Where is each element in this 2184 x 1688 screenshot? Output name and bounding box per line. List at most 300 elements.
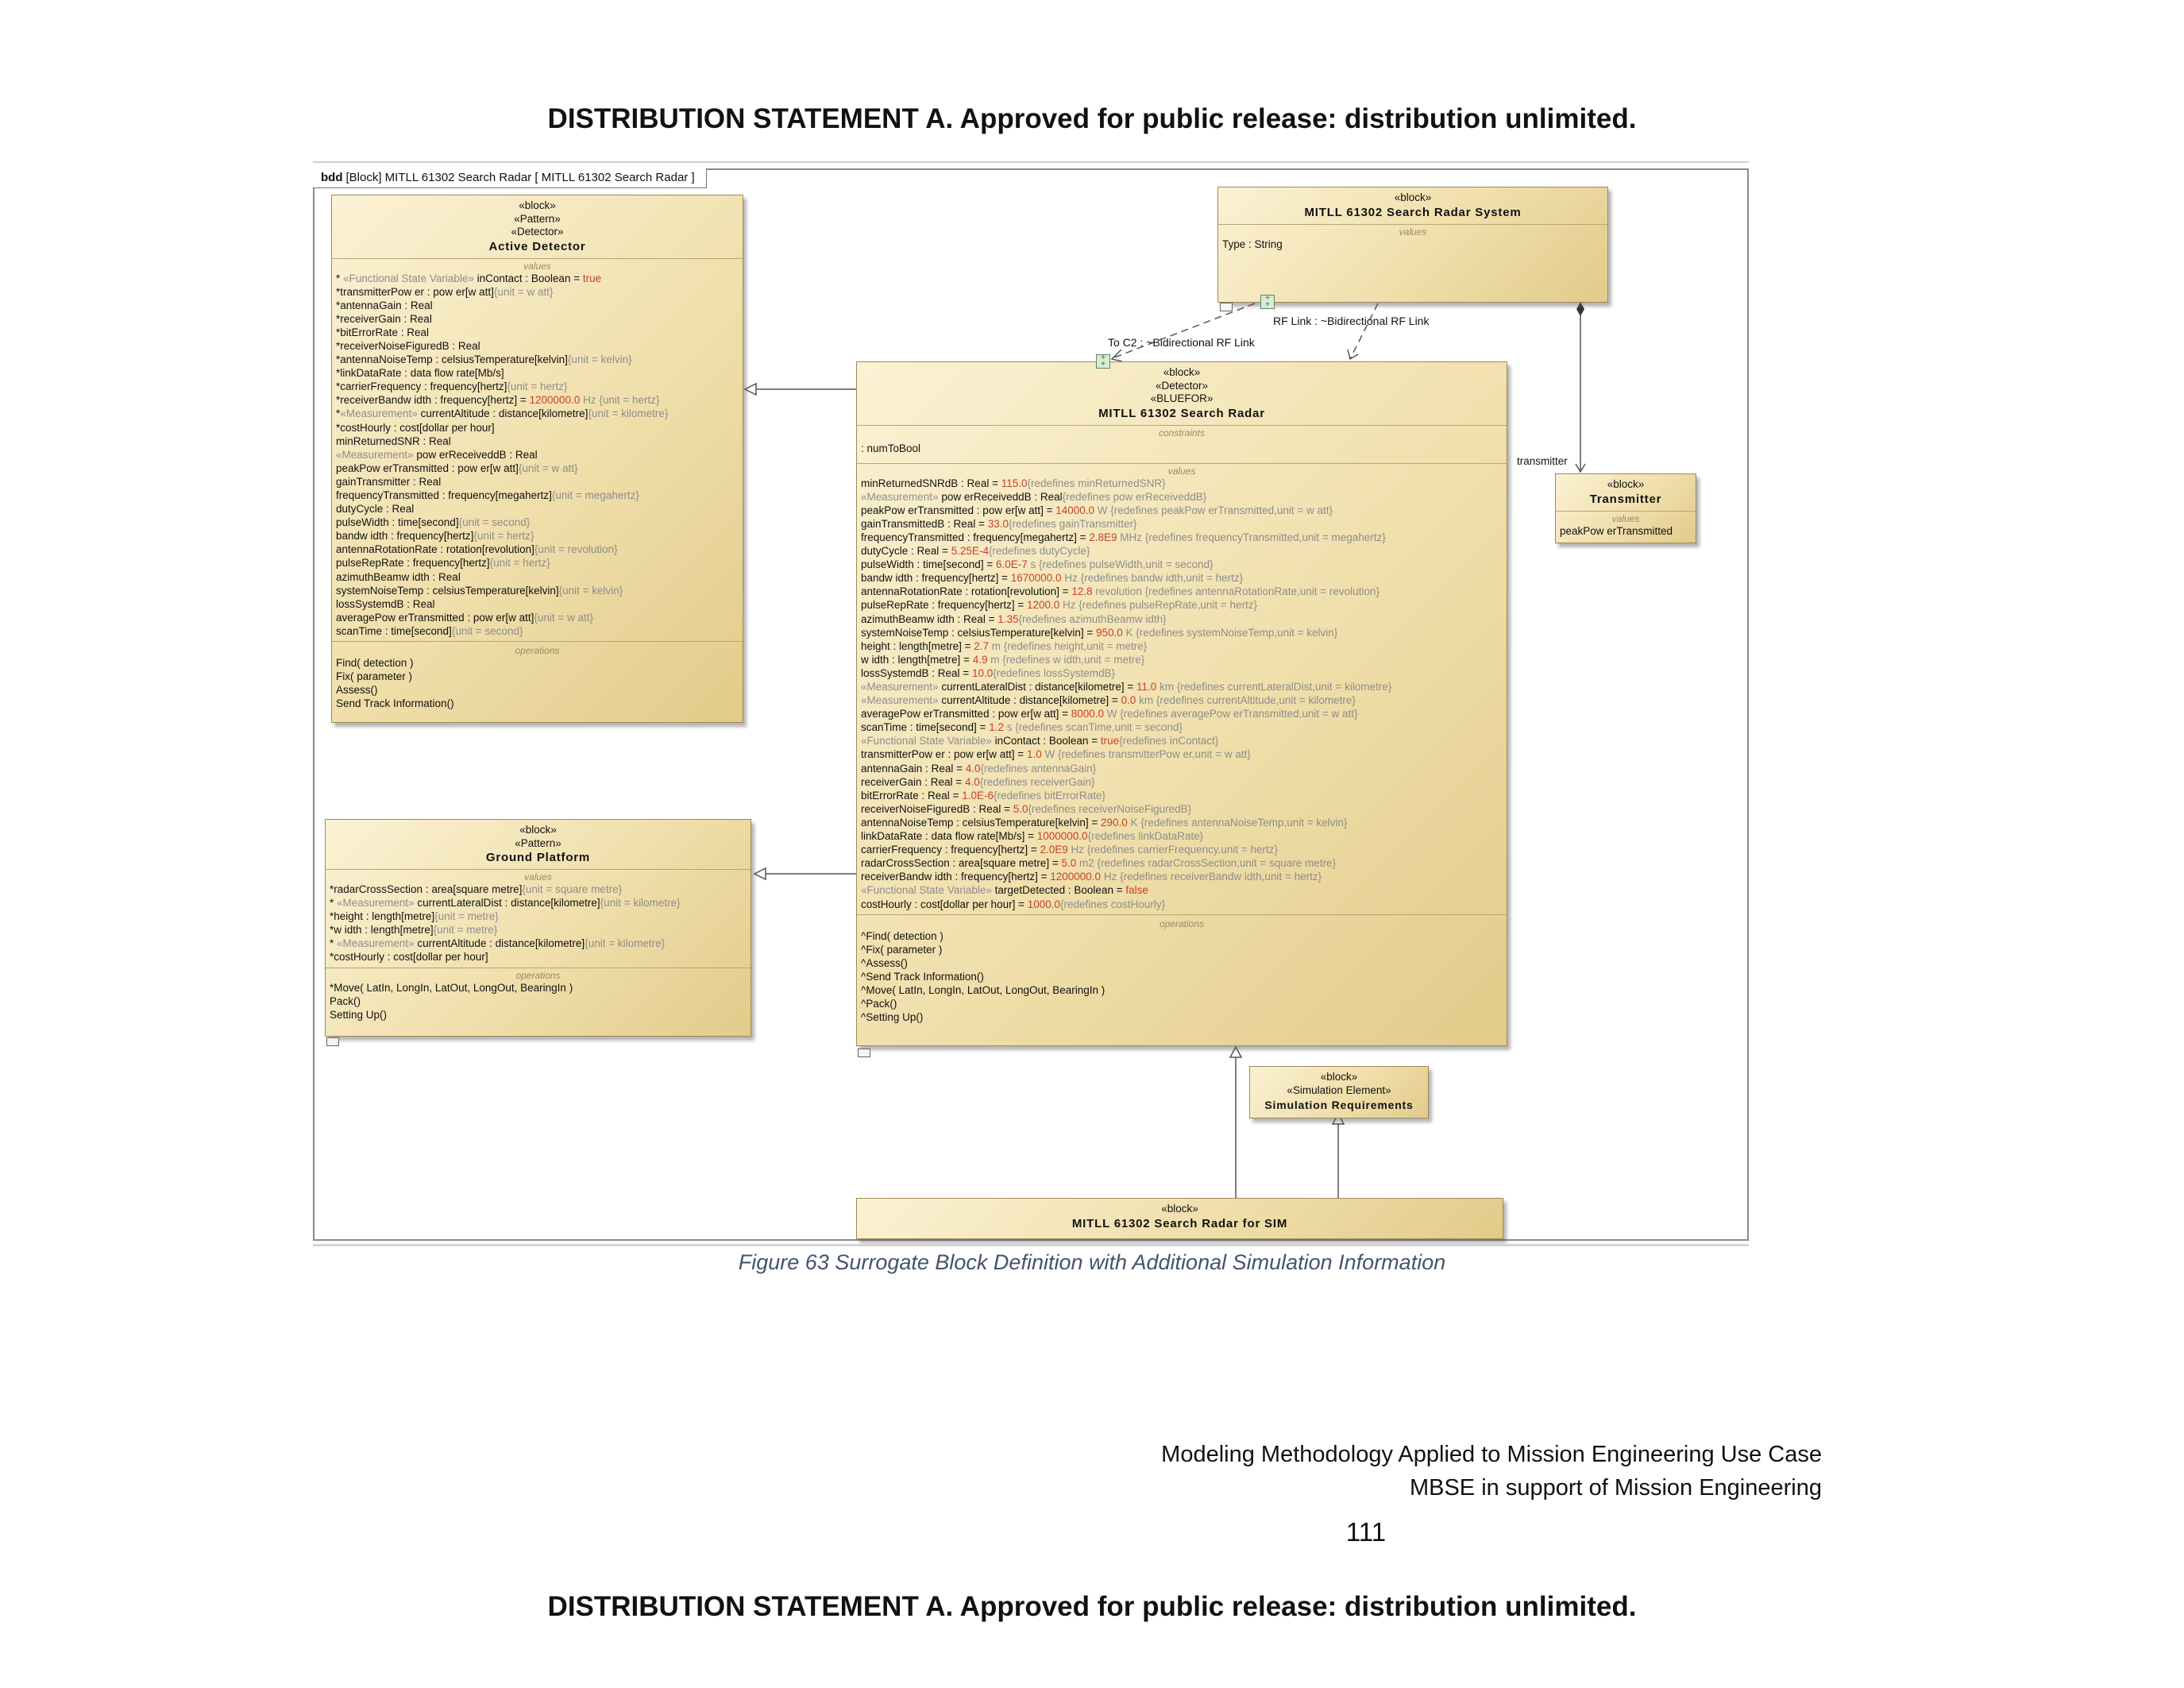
value-tag: {redefines receiverNoiseFiguredB} — [1028, 802, 1192, 815]
value-item — [861, 883, 1503, 897]
stereotype-block: «block» — [1161, 1203, 1198, 1215]
value-item — [861, 477, 1503, 490]
value-default: 2.7 — [974, 639, 989, 652]
value-text: costHourly : cost[dollar per hour] = — [861, 898, 1028, 910]
value-item — [861, 585, 1503, 598]
value-text: antennaNoiseTemp : celsiusTemperature[kelvin] = — [861, 816, 1102, 829]
value-item — [861, 802, 1503, 816]
value-default: 5.0 — [1013, 802, 1028, 815]
value-text: receiverGain : Real = — [861, 775, 965, 788]
value-default: 4.0 — [965, 762, 981, 774]
value-tag: {unit = revolution} — [534, 543, 618, 556]
value-stereotype: «Functional State Variable» — [861, 884, 995, 897]
block-glyph-icon — [858, 1049, 870, 1057]
value-item — [861, 747, 1503, 761]
value-item — [861, 612, 1503, 626]
value-item — [336, 326, 739, 339]
value-tag: {unit = metre} — [433, 924, 498, 937]
value-text: receiverGain : Real — [340, 312, 432, 325]
value-default: 14000.0 — [1055, 504, 1095, 516]
value-text: gainTransmitter : Real — [336, 475, 442, 488]
constraints-compartment — [857, 425, 1507, 463]
value-tag: {unit = w att} — [493, 285, 554, 298]
value-tag: MHz {redefines frequencyTransmitted,unit = megahertz} — [1117, 531, 1386, 543]
value-item — [336, 407, 739, 420]
port-to-c2[interactable]: + + — [1096, 354, 1110, 369]
value-text: w idth : length[metre] = — [861, 653, 973, 666]
value-item — [336, 475, 739, 489]
value-text: lossSystemdB : Real = — [861, 666, 972, 679]
value-text: averagePow erTransmitted : pow er[w att] — [336, 611, 534, 624]
value-marker: * — [330, 897, 338, 910]
value-item — [336, 570, 739, 584]
value-tag: {unit = hertz} — [489, 557, 550, 570]
label-rf-link: RF Link : ~Bidirectional RF Link — [1273, 315, 1430, 327]
value-marker: * — [336, 339, 341, 352]
block-name: Transmitter — [1589, 492, 1662, 506]
value-tag: Hz {redefines receiverBandw idth,unit = hertz} — [1101, 871, 1322, 883]
value-text: peakPow erTransmitted : pow er[w att] — [336, 462, 519, 474]
operation-item: ^Assess() — [861, 956, 908, 969]
stereotype-block: «block» — [1394, 191, 1432, 203]
value-item — [861, 517, 1503, 531]
value-item — [861, 504, 1503, 517]
value-item — [336, 393, 739, 407]
block-search-radar-for-sim[interactable] — [856, 1198, 1503, 1239]
value-default: 1.35 — [997, 612, 1019, 625]
value-default: 12.8 — [1071, 585, 1093, 598]
value-text: gainTransmittedB : Real = — [861, 517, 988, 530]
frame-title: [Block] MITLL 61302 Search Radar [ MITLL 61302 Search Radar ] — [345, 171, 695, 184]
value-default: 5.0 — [1061, 857, 1077, 870]
value-tag: s {redefines scanTime,unit = second} — [1003, 721, 1183, 734]
value-stereotype: «Measurement» — [336, 448, 417, 461]
value-tag: {redefines pow erReceiveddB} — [1062, 490, 1207, 503]
values-compartment — [332, 258, 743, 642]
value-item — [861, 829, 1503, 843]
operation-item: ^Pack() — [861, 997, 897, 1010]
values-caption: values — [1399, 226, 1427, 238]
stereotype-block: «block» — [519, 199, 556, 211]
value-text: height : length[metre] — [334, 910, 435, 923]
operations-caption: operations — [1159, 917, 1205, 929]
value-text: antennaRotationRate : rotation[revolution] — [336, 543, 534, 556]
value-text: transmitterPow er : pow er[w att] = — [861, 748, 1027, 761]
value-tag: {redefines linkDataRate} — [1087, 830, 1204, 843]
value-default: 8000.0 — [1071, 708, 1105, 720]
value-item — [861, 531, 1503, 544]
value-text: lossSystemdB : Real — [336, 597, 435, 610]
value-item — [861, 789, 1503, 802]
value-text: antennaNoiseTemp : celsiusTemperature[kelvin] — [340, 353, 568, 366]
value-item — [336, 435, 739, 448]
value-tag: m {redefines height,unit = metre} — [989, 639, 1148, 652]
value-item — [336, 624, 739, 638]
value-stereotype: «Functional State Variable» — [343, 272, 477, 284]
value-text: targetDetected : Boolean = — [994, 884, 1126, 897]
value-default: 5.25E-4 — [951, 545, 989, 558]
value-tag: {redefines receiverGain} — [979, 775, 1095, 788]
value-item — [336, 312, 739, 326]
value-text: costHourly : cost[dollar per hour] — [334, 951, 488, 964]
value-tag: {redefines gainTransmitter} — [1008, 517, 1137, 530]
value-default: 10.0 — [971, 666, 994, 679]
operations-list — [336, 656, 739, 710]
values-caption: values — [1611, 512, 1640, 524]
block-search-radar[interactable] — [856, 361, 1507, 1046]
value-text: minReturnedSNRdB : Real = — [861, 477, 1001, 489]
value-text: carrierFrequency : frequency[hertz] = — [861, 844, 1040, 856]
value-tag: Hz {unit = hertz} — [580, 394, 660, 407]
block-simulation-requirements[interactable] — [1249, 1066, 1429, 1118]
value-marker: * — [336, 299, 341, 311]
value-stereotype: «Measurement» — [337, 897, 418, 910]
value-item — [861, 816, 1503, 829]
value-item — [861, 734, 1503, 747]
value-text: systemNoiseTemp : celsiusTemperature[kelvin] = — [861, 626, 1096, 639]
stereotype-block: «block» — [1607, 478, 1645, 490]
value-tag: {unit = hertz} — [473, 530, 534, 543]
block-active-detector[interactable] — [331, 195, 743, 723]
value-item: Type : String — [1222, 238, 1283, 250]
value-item — [336, 516, 739, 529]
value-text: carrierFrequency : frequency[hertz] — [340, 380, 507, 393]
value-default: 1670000.0 — [1010, 572, 1062, 585]
value-marker: * — [330, 910, 334, 923]
value-text: inContact : Boolean = — [477, 272, 583, 284]
arrowhead-generalization-sim-radar — [1230, 1047, 1241, 1057]
value-default: true — [1100, 735, 1120, 747]
value-text: currentLateralDist : distance[kilometre] — [417, 897, 600, 910]
value-item — [861, 898, 1503, 911]
value-item — [330, 937, 747, 950]
value-text: frequencyTransmitted : frequency[megahertz] = — [861, 531, 1090, 543]
block-name: MITLL 61302 Search Radar — [1098, 406, 1265, 420]
distribution-statement-bottom: DISTRIBUTION STATEMENT A. Approved for public release: distribution unlimited. — [547, 1591, 1637, 1622]
arrowhead-generalization-ground-platform — [754, 868, 766, 879]
value-text: peakPow erTransmitted : pow er[w att] = — [861, 504, 1056, 516]
value-default: 1200000.0 — [529, 394, 581, 407]
value-default: 1.2 — [989, 721, 1004, 734]
value-default: 1000000.0 — [1036, 830, 1088, 843]
value-item — [861, 639, 1503, 653]
value-default: 950.0 — [1096, 626, 1123, 639]
value-text: azimuthBeamw idth : Real = — [861, 612, 998, 625]
value-text: pulseWidth : time[second] — [336, 516, 459, 529]
value-default: 1200000.0 — [1050, 871, 1102, 883]
values-caption: values — [523, 260, 551, 272]
value-tag: {unit = kelvin} — [558, 584, 623, 597]
value-text: w idth : length[metre] — [334, 924, 434, 937]
value-tag: W {redefines averagePow erTransmitted,unit = w att} — [1104, 708, 1358, 720]
value-tag: {redefines antennaGain} — [980, 762, 1097, 774]
value-default: 1000.0 — [1027, 898, 1061, 910]
value-tag: s {redefines pulseWidth,unit = second} — [1027, 558, 1214, 571]
block-name: MITLL 61302 Search Radar System — [1304, 205, 1522, 219]
value-stereotype: «Functional State Variable» — [861, 735, 995, 747]
operation-item: ^Send Track Information() — [861, 970, 984, 983]
value-stereotype: «Measurement» — [337, 937, 418, 950]
operations-caption: operations — [515, 645, 560, 657]
operation-item: Find( detection ) — [336, 657, 414, 670]
arrowhead-rf-link — [1348, 350, 1358, 359]
block-name: Simulation Requirements — [1264, 1099, 1414, 1111]
value-tag: {redefines inContact} — [1119, 735, 1219, 747]
values-compartment — [1556, 511, 1696, 541]
value-default: 290.0 — [1101, 816, 1128, 829]
operations-list — [330, 981, 747, 1022]
values-caption: values — [524, 871, 552, 883]
value-tag: km {redefines currentLateralDist,unit = kilometre} — [1156, 681, 1392, 693]
values-list — [861, 477, 1503, 911]
value-marker: * — [336, 394, 341, 407]
frame-bottom-rule — [313, 1244, 1749, 1246]
value-text: averagePow erTransmitted : pow er[w att] = — [861, 708, 1071, 720]
block-ground-platform[interactable] — [325, 819, 751, 1037]
values-compartment — [1218, 224, 1607, 254]
value-tag: {redefines costHourly} — [1060, 898, 1166, 910]
value-item — [861, 490, 1503, 504]
constraint-item: : numToBool — [861, 442, 921, 454]
value-text: antennaGain : Real = — [861, 762, 966, 774]
edge-to-c2 — [1110, 303, 1255, 359]
value-item — [336, 489, 739, 502]
value-tag: K {redefines systemNoiseTemp,unit = kelvin} — [1122, 626, 1338, 639]
value-default: 0.0 — [1121, 694, 1136, 707]
value-item: peakPow erTransmitted — [1560, 524, 1673, 537]
value-text: bitErrorRate : Real — [340, 326, 430, 338]
values-compartment — [857, 463, 1507, 914]
value-item — [330, 950, 747, 964]
value-text: pow erReceiveddB : Real — [416, 448, 538, 461]
value-text: pulseRepRate : frequency[hertz] — [336, 557, 490, 570]
value-tag: {redefines minReturnedSNR} — [1027, 477, 1166, 489]
label-to-c2: To C2 : ~Bidirectional RF Link — [1108, 336, 1255, 349]
value-item — [336, 584, 739, 597]
operation-item: Fix( parameter ) — [336, 670, 413, 683]
value-tag: m {redefines w idth,unit = metre} — [987, 653, 1145, 666]
value-item — [861, 666, 1503, 680]
value-item — [861, 680, 1503, 693]
value-text: bitErrorRate : Real = — [861, 789, 963, 802]
value-tag: {unit = kilometre} — [600, 897, 681, 910]
diamond-composition — [1576, 302, 1584, 316]
value-tag: {unit = w att} — [518, 462, 578, 474]
value-text: bandw idth : frequency[hertz] — [336, 530, 474, 543]
operations-list — [861, 929, 1503, 1024]
value-text: transmitterPow er : pow er[w att] — [340, 285, 494, 298]
value-marker: * — [336, 272, 344, 284]
value-tag: Hz {redefines carrierFrequency,unit = hertz} — [1067, 844, 1279, 856]
value-marker: * — [330, 951, 334, 964]
value-item — [861, 693, 1503, 707]
operations-compartment — [332, 641, 743, 713]
operation-item: Setting Up() — [330, 1008, 388, 1021]
value-stereotype: «Measurement» — [861, 681, 942, 693]
stereotype-bluefor: «BLUEFOR» — [1150, 392, 1214, 404]
figure-caption: Figure 63 Surrogate Block Definition with Additional Simulation Information — [738, 1250, 1446, 1274]
value-item — [336, 597, 739, 611]
stereotype-block: «block» — [519, 824, 557, 836]
value-marker: * — [336, 421, 341, 434]
port-rf-link[interactable]: + + — [1260, 295, 1275, 309]
value-text: scanTime : time[second] — [336, 624, 452, 637]
value-tag: {unit = second} — [451, 624, 523, 637]
distribution-statement-top: DISTRIBUTION STATEMENT A. Approved for public release: distribution unlimited. — [547, 103, 1637, 134]
value-tag: {unit = second} — [458, 516, 531, 529]
value-item — [861, 558, 1503, 571]
operations-compartment — [857, 914, 1507, 1027]
value-tag: W {redefines peakPow erTransmitted,unit = w att} — [1094, 504, 1333, 516]
value-tag: {unit = kelvin} — [567, 353, 632, 366]
block-name: Active Detector — [488, 239, 586, 253]
page-number: 111 — [1345, 1517, 1387, 1547]
stereotype-pattern: «Pattern» — [514, 212, 561, 225]
value-marker: * — [336, 380, 341, 393]
value-marker: * — [330, 937, 338, 950]
value-default: 2.0E9 — [1040, 844, 1068, 856]
value-default: 4.0 — [964, 775, 980, 788]
value-text: radarCrossSection : area[square metre] = — [861, 857, 1062, 870]
value-text: receiverBandw idth : frequency[hertz] = — [340, 394, 530, 407]
value-text: currentLateralDist : distance[kilometre] = — [941, 681, 1137, 693]
value-item — [336, 299, 739, 312]
value-item — [336, 529, 739, 543]
value-tag: {redefines bitErrorRate} — [993, 789, 1106, 802]
stereotype-block: «block» — [1320, 1071, 1358, 1083]
value-item — [861, 720, 1503, 734]
value-tag: m2 {redefines radarCrossSection,unit = square metre} — [1076, 857, 1337, 870]
value-default: 11.0 — [1136, 681, 1157, 693]
value-marker: * — [336, 408, 341, 420]
value-text: radarCrossSection : area[square metre] — [334, 883, 523, 895]
value-tag: {unit = kilometre} — [588, 408, 669, 420]
value-text: bandw idth : frequency[hertz] = — [861, 572, 1011, 585]
value-item — [336, 272, 739, 285]
value-text: dutyCycle : Real = — [861, 545, 951, 558]
value-default: 1.0E-6 — [962, 789, 994, 802]
value-text: receiverNoiseFiguredB : Real = — [861, 802, 1013, 815]
value-default: 1.0 — [1026, 748, 1042, 761]
value-text: pulseRepRate : frequency[hertz] = — [861, 599, 1027, 612]
value-text: receiverNoiseFiguredB : Real — [340, 339, 480, 352]
value-item — [330, 896, 747, 910]
value-default: 115.0 — [1001, 477, 1028, 489]
value-item — [861, 598, 1503, 612]
value-tag: {unit = hertz} — [507, 380, 568, 393]
value-item — [861, 707, 1503, 720]
value-item — [861, 653, 1503, 666]
stereotype-pattern: «Pattern» — [515, 836, 561, 849]
value-stereotype: «Measurement» — [861, 694, 942, 707]
value-item — [336, 366, 739, 380]
value-item — [336, 611, 739, 624]
block-glyph-icon — [326, 1037, 339, 1046]
value-item — [330, 923, 747, 937]
values-compartment — [326, 869, 751, 968]
value-default: 2.8E9 — [1089, 531, 1117, 543]
value-tag: W {redefines transmitterPow er,unit = w att} — [1041, 748, 1251, 761]
value-text: receiverBandw idth : frequency[hertz] = — [861, 871, 1051, 883]
value-text: systemNoiseTemp : celsiusTemperature[kelvin] — [336, 584, 559, 597]
value-tag: {redefines lossSystemdB} — [993, 666, 1116, 679]
value-marker: * — [336, 285, 341, 298]
value-text: dutyCycle : Real — [336, 503, 415, 516]
value-item — [861, 762, 1503, 775]
value-text: pulseWidth : time[second] = — [861, 558, 996, 571]
value-item — [336, 339, 739, 353]
edge-rf-link — [1350, 303, 1378, 359]
block-name: MITLL 61302 Search Radar for SIM — [1071, 1216, 1288, 1230]
value-tag: {unit = metre} — [434, 910, 499, 923]
footer-line1: Modeling Methodology Applied to Mission Engineering Use Case — [1161, 1442, 1822, 1467]
value-tag: {redefines azimuthBeamw idth} — [1018, 612, 1167, 625]
value-item — [336, 421, 739, 435]
value-default: true — [582, 272, 602, 284]
value-item — [336, 502, 739, 516]
value-tag: {unit = w att} — [534, 611, 594, 624]
value-tag: revolution {redefines antennaRotationRate,unit = revolution} — [1092, 585, 1379, 598]
value-marker: * — [330, 924, 334, 937]
stereotype-detector: «Detector» — [1155, 379, 1209, 392]
value-default: false — [1125, 884, 1148, 897]
values-caption: values — [1167, 465, 1196, 477]
operation-item: ^Setting Up() — [861, 1010, 924, 1023]
operation-item: Assess() — [336, 684, 378, 697]
value-marker: * — [336, 367, 341, 380]
value-item — [336, 285, 739, 299]
arrowhead-generalization-active-detector — [745, 384, 756, 395]
stereotype-block: «block» — [1163, 366, 1201, 378]
operation-item: Pack() — [330, 995, 361, 1007]
label-transmitter-role: transmitter — [1517, 455, 1568, 467]
value-item — [861, 571, 1503, 585]
operation-item: *Move( LatIn, LongIn, LatOut, LongOut, BearingIn ) — [330, 981, 573, 994]
value-item — [861, 544, 1503, 558]
frame-kind: bdd — [321, 171, 343, 184]
value-item — [336, 543, 739, 556]
value-marker: * — [336, 312, 341, 325]
value-item — [861, 870, 1503, 883]
block-transmitter[interactable] — [1555, 473, 1696, 543]
value-text: currentAltitude : distance[kilometre] — [420, 408, 588, 420]
value-default: 33.0 — [987, 517, 1009, 530]
values-list — [336, 272, 739, 639]
value-text: costHourly : cost[dollar per hour] — [340, 421, 495, 434]
value-item — [336, 556, 739, 570]
value-tag: Hz {redefines pulseRepRate,unit = hertz} — [1059, 599, 1258, 612]
value-text: currentAltitude : distance[kilometre] — [417, 937, 585, 950]
value-tag: {unit = kilometre} — [585, 937, 666, 950]
stereotype-simulation-element: «Simulation Element» — [1287, 1083, 1391, 1096]
value-item — [861, 775, 1503, 789]
block-search-radar-system[interactable] — [1217, 187, 1608, 303]
value-default: 6.0E-7 — [995, 558, 1028, 571]
value-item — [336, 448, 739, 462]
operation-item: ^Move( LatIn, LongIn, LatOut, LongOut, BearingIn ) — [861, 983, 1106, 996]
block-name: Ground Platform — [485, 851, 591, 864]
value-tag: km {redefines currentAltitude,unit = kilometre} — [1136, 694, 1356, 707]
value-tag: {redefines dutyCycle} — [988, 545, 1090, 558]
value-text: linkDataRate : data flow rate[Mb/s] — [340, 367, 504, 380]
value-marker: * — [336, 326, 341, 338]
value-text: frequencyTransmitted : frequency[megahertz] — [336, 489, 552, 501]
value-tag: {unit = square metre} — [522, 883, 623, 895]
value-item — [336, 462, 739, 475]
value-text: currentAltitude : distance[kilometre] = — [941, 694, 1121, 707]
value-stereotype: «Measurement» — [861, 490, 942, 503]
value-item — [861, 856, 1503, 870]
